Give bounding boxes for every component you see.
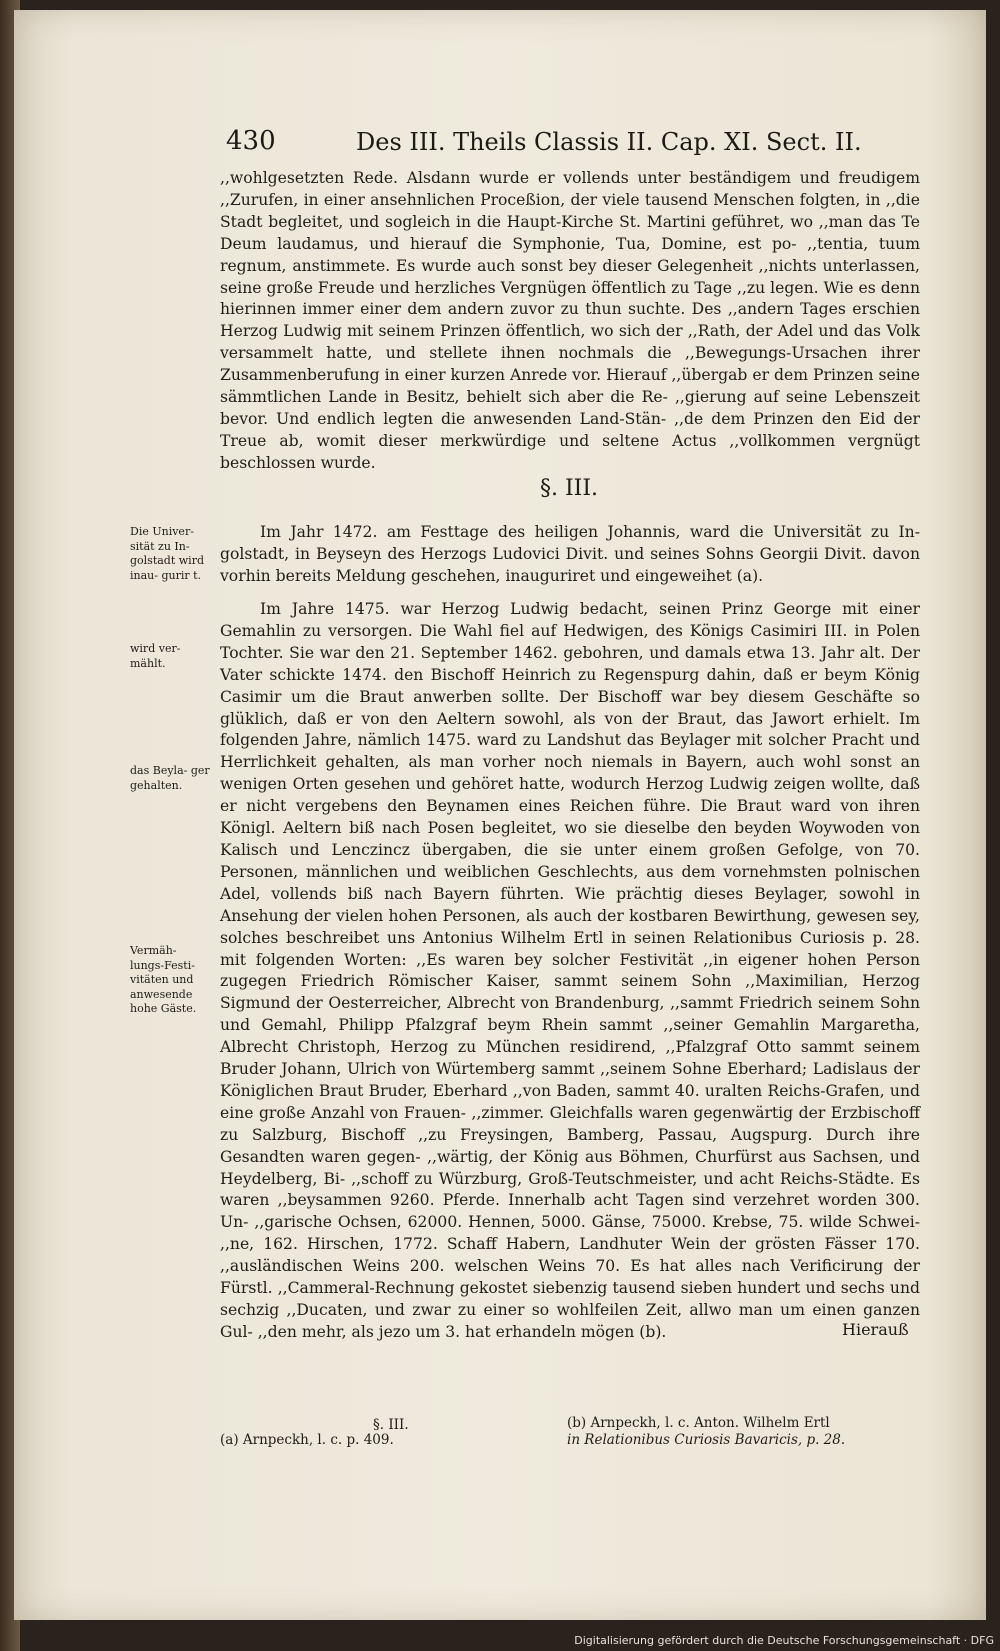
paragraph-university-text: Im Jahr 1472. am Festtage des heiligen Johannis, ward die Universität zu In- golstadt, in Beyseyn des Herzogs Ludovici Divit. und seines Sohns Georgii Divit. davon vorhin bereits Meldung geschehen, inauguriret und eingeweihet (a). [220,523,920,585]
footnote-section-marker: §. III. [373,1417,409,1433]
quote-continuation [220,168,920,475]
paragraph-wedding [220,599,920,1344]
margin-note-university: Die Univer- sität zu In- golstadt wird inau- gurir t. [130,525,204,582]
page-number: 430 [226,126,276,156]
margin-note-guests: Vermäh- lungs-Festi- vitäten und anwesende hohe Gäste. [130,944,197,1015]
running-title: Des III. Theils Classis II. Cap. XI. Sect. II. [356,128,862,156]
section-heading: §. III. [540,476,599,501]
margin-note-wedding: das Beyla- ger gehalten. [130,764,210,792]
margin-note-married: wird ver- mählt. [130,642,181,670]
paragraph-wedding-text: Im Jahre 1475. war Herzog Ludwig bedacht, seinen Prinz George mit einer Gemahlin zu versorgen. Die Wahl fiel auf Hedwigen, des Königs Casimiri III. in Polen Tochter. Sie war den 21. September 1462. gebohren, und damals etwa 13. Jahr alt. Der Vater schickte 1474. den Bischoff Heinrich zu Regenspurg dahin, daß er beym König Casimir um die Braut anwerben sollte. Der Bischoff war bey diesem Geschäfte so glüklich, daß er von den Aeltern sowohl, als von der Braut, das Jawort erhielt. Im folgenden Jahre, nämlich 1475. ward zu Landshut das Beylager mit solcher Pracht und Herrlichkeit gehalten, als man vorher noch niemals in Bayern, auch wohl sonst an wenigen Orten gesehen und gehöret hatte, wodurch Herzog Ludwig zeigen wollte, daß er nicht vergebens den Beynamen eines Reichen führe. Die Braut ward von ihren Königl. Aeltern biß nach Posen begleitet, wo sie dieselbe den beyden Woywoden von Kalisch und Lenczincz übergaben, die sie unter einem großen Gefolge, von 70. Personen, männlichen und weiblichen Geschlechts, aus dem vornehmsten polnischen Adel, vollends biß nach Bayern führten. Wie prächtig dieses Beylager, sowohl in Ansehung der vielen hohen Personen, als auch der kostbaren Bewirthung, gewesen sey, solches beschreibet uns Antonius Wilhelm Ertl in seinen Relationibus Curiosis p. 28. mit folgenden Worten: ,,Es waren bey solcher Festivität ,,in eigener hohen Person zugegen Friedrich Römischer Kaiser, sammt seinem Sohn ,,Maximilian, Herzog Sigmund der Oesterreicher, Albrecht von Brandenburg, ,,sammt Friedrich seinem Sohn und Gemahl, Philipp Pfalzgraf beym Rhein sammt ,,seiner Gemahlin Margaretha, Albrecht Christoph, Herzog zu München residirend, ,,Pfalzgraf Otto sammt seinem Bruder Johann, Ulrich von Würtemberg sammt ,,seinem Sohne Eberhard; Ladislaus der Königlichen Braut Bruder, Eberhard ,,von Baden, sammt 40. uralten Reichs-Grafen, und eine große Anzahl von Frauen- ,,zimmer. Gleichfalls waren gegenwärtig der Erzbischoff zu Salzburg, Bischoff ,,zu Freysingen, Bamberg, Passau, Augspurg. Durch ihre Gesandten waren gegen- ,,wärtig, der König aus Böhmen, Churfürst aus Sachsen, und Heydelberg, Bi- ,,schoff zu Würzburg, Groß-Teutschmeister, und acht Reichs-Städte. Es waren ,,beysammen 9260. Pferde. Innerhalb acht Tagen sind verzehret worden 300. Un- ,,garische Ochsen, 62000. Hennen, 5000. Gänse, 75000. Krebse, 75. wilde Schwei- ,,ne, 162. Hirschen, 1772. Schaff Habern, Landhuter Wein der grösten Fässer 170. ,,ausländischen Weins 200. welschen Weins 70. Es hat alles nach Verificirung der Fürstl. ,,Cammeral-Rechnung gekostet siebenzig tausend sieben hundert und sechs und sechzig ,,Ducaten, und zwar zu einer so wohlfeilen Zeit, allwo man um einen ganzen Gul- ,,den mehr, als jezo um 3. hat erhandeln mögen (b). [220,600,920,1341]
quote-text: ,,wohlgesetzten Rede. Alsdann wurde er vollends unter beständigem und freudigem ,,Zurufen, in einer ansehnlichen Proceßion, der viele tausend Menschen folgten, in ,,die Stadt begleitet, und sogleich in die Haupt-Kirche St. Martini geführet, wo ,,man das Te Deum laudamus, und hierauf die Symphonie, Tua, Domine, est po- ,,tentia, tuum regnum, anstimmete. Es wurde auch sonst bey dieser Gelegenheit ,,nichts unterlassen, seine große Freude und herzliches Vergnügen öffentlich zu Tage ,,zu legen. Wie es denn hierinnen immer einer dem andern zuvor zu thun suchte. Des ,,andern Tages erschien Herzog Ludwig mit seinem Prinzen öffentlich, wo sich der ,,Rath, der Adel und das Volk versammelt hatte, und stellete ihnen nochmals die ,,Bewegungs-Ursachen ihrer Zusammenberufung in einer kurzen Anrede vor. Hierauf ,,übergab er dem Prinzen seine sämmtlichen Lande in Besitz, behielt sich aber die Re- ,,gierung auf seine Lebenszeit bevor. Und endlich legten die anwesenden Land-Stän- ,,de dem Prinzen den Eid der Treue ab, womit dieser merkwürdige und seltene Actus ,,vollkommen vergnügt beschlossen wurde. [220,169,920,472]
digitization-credit: Digitalisierung gefördert durch die Deutsche Forschungsgemeinschaft · DFG [574,1634,994,1647]
footnote-b-line1: (b) Arnpeckh, l. c. Anton. Wilhelm Ertl [567,1415,830,1431]
paragraph-university [220,522,920,588]
footnote-b-line2: in Relationibus Curiosis Bavaricis, p. 28. [567,1432,846,1448]
page-header [226,124,926,164]
footnote-a: (a) Arnpeckh, l. c. p. 409. [220,1432,394,1448]
catchword: Hierauß [842,1320,909,1339]
